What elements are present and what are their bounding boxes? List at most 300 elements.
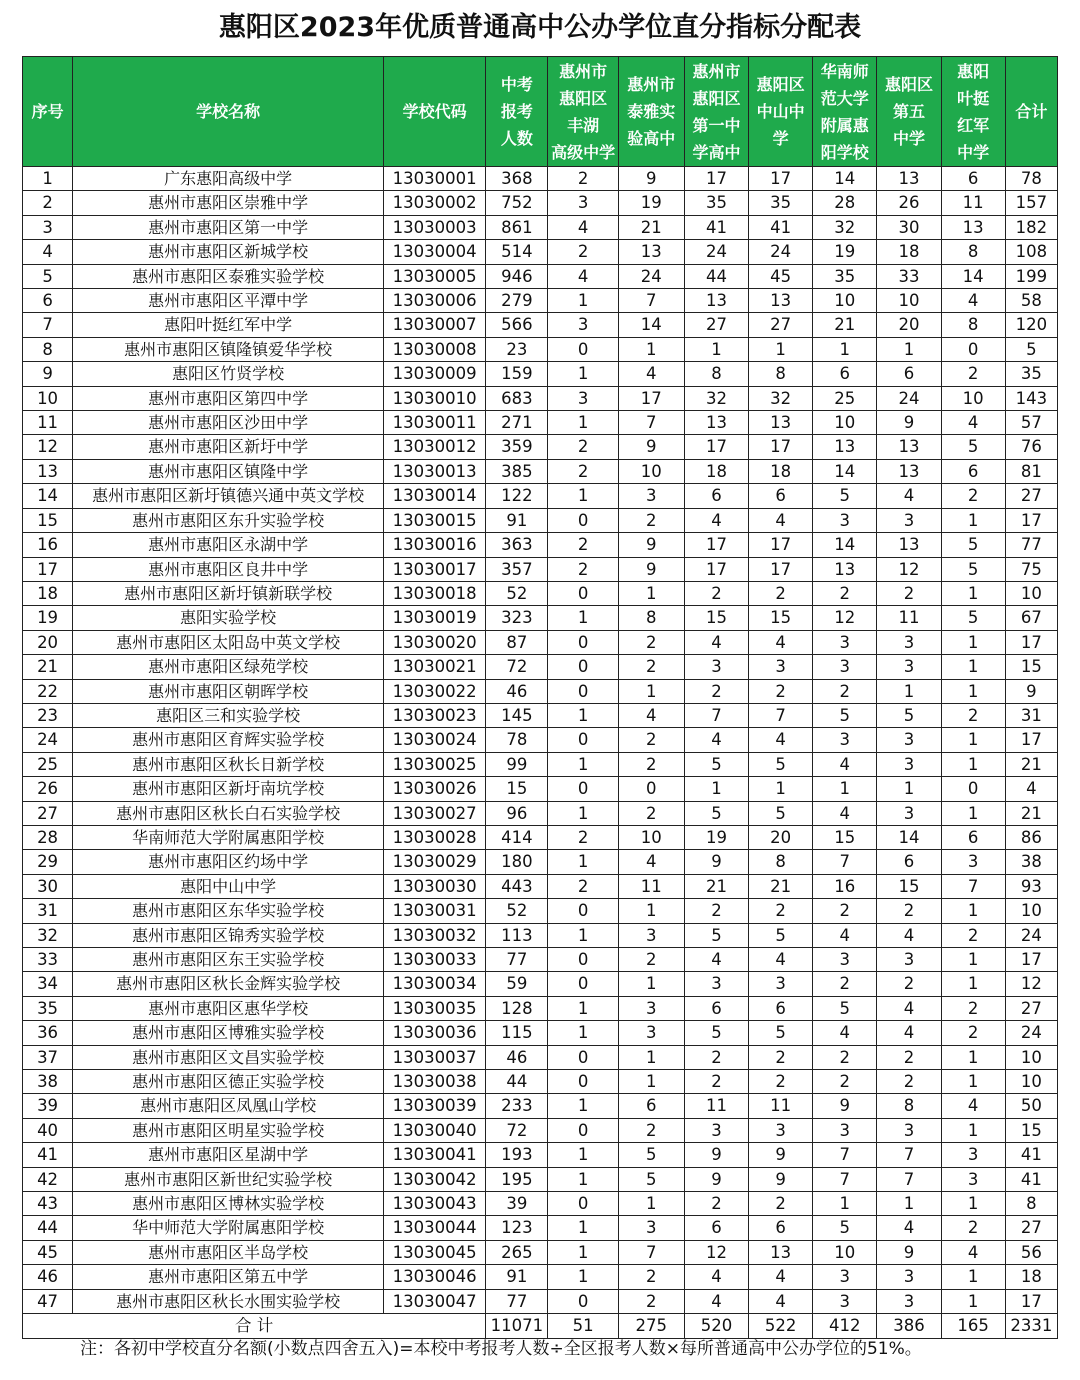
col-exam-count-cell: 752 [486, 191, 548, 215]
col-huiyang-no1-cell: 35 [684, 191, 748, 215]
col-exam-count-cell: 15 [486, 777, 548, 801]
col-huiyang-no1-cell: 18 [684, 459, 748, 483]
col-yeting-redarmy-cell: 1 [941, 1070, 1005, 1094]
col-huiyang-no1-total: 520 [684, 1314, 748, 1338]
col-total-cell: 76 [1005, 435, 1057, 459]
col-fenghu-high-cell: 1 [548, 1240, 618, 1264]
col-huiyang-no1-cell: 17 [684, 533, 748, 557]
col-no5-middle-cell: 13 [877, 533, 941, 557]
col-scnu-affiliated-cell: 4 [813, 1021, 877, 1045]
col-exam-count-cell: 279 [486, 289, 548, 313]
col-taiya-high-cell: 1 [618, 679, 684, 703]
col-fenghu-high-cell: 3 [548, 386, 618, 410]
col-school-name-cell: 惠州市惠阳区育辉实验学校 [73, 728, 384, 752]
col-school-code-header [384, 57, 486, 167]
col-fenghu-high-cell: 1 [548, 1094, 618, 1118]
col-zhongshan-header [749, 57, 813, 167]
col-fenghu-high-cell: 2 [548, 240, 618, 264]
col-school-code-cell: 13030031 [384, 899, 486, 923]
table-row [23, 264, 1058, 288]
col-fenghu-high-cell: 1 [548, 606, 618, 630]
col-school-code-cell: 13030029 [384, 850, 486, 874]
col-zhongshan-cell: 5 [749, 1021, 813, 1045]
col-scnu-affiliated-cell: 19 [813, 240, 877, 264]
col-yeting-redarmy-cell: 5 [941, 533, 1005, 557]
col-fenghu-high-cell: 2 [548, 557, 618, 581]
col-exam-count-cell: 443 [486, 874, 548, 898]
col-total-cell: 35 [1005, 362, 1057, 386]
col-index-header [23, 57, 73, 167]
col-index-cell: 12 [23, 435, 73, 459]
col-school-name-cell: 惠州市惠阳区沙田中学 [73, 411, 384, 435]
col-school-code-cell: 13030005 [384, 264, 486, 288]
col-school-name-cell: 惠州市惠阳区平潭中学 [73, 289, 384, 313]
col-scnu-affiliated-cell: 15 [813, 825, 877, 849]
col-yeting-redarmy-cell: 1 [941, 630, 1005, 654]
table-row [23, 777, 1058, 801]
total-row [23, 1314, 1058, 1338]
col-total-cell: 78 [1005, 167, 1057, 191]
col-zhongshan-cell: 17 [749, 435, 813, 459]
col-zhongshan-cell: 4 [749, 1265, 813, 1289]
col-no5-middle-cell: 2 [877, 1070, 941, 1094]
col-huiyang-no1-cell: 6 [684, 996, 748, 1020]
col-scnu-affiliated-cell: 9 [813, 1094, 877, 1118]
col-zhongshan-cell: 7 [749, 703, 813, 727]
col-yeting-redarmy-cell: 1 [941, 1265, 1005, 1289]
col-huiyang-no1-cell: 9 [684, 850, 748, 874]
col-school-name-cell: 广东惠阳高级中学 [73, 167, 384, 191]
col-total-cell: 21 [1005, 752, 1057, 776]
col-school-code-cell: 13030010 [384, 386, 486, 410]
table-row [23, 167, 1058, 191]
col-school-code-cell: 13030018 [384, 581, 486, 605]
col-zhongshan-cell: 32 [749, 386, 813, 410]
col-school-code-cell: 13030033 [384, 948, 486, 972]
col-school-name-cell: 惠阳叶挺红军中学 [73, 313, 384, 337]
col-school-name-cell: 惠州市惠阳区博林实验学校 [73, 1192, 384, 1216]
col-huiyang-no1-cell: 5 [684, 1021, 748, 1045]
col-fenghu-high-cell: 0 [548, 1118, 618, 1142]
table-row [23, 240, 1058, 264]
col-huiyang-no1-cell: 4 [684, 1289, 748, 1313]
col-school-name-cell: 惠州市惠阳区东王实验学校 [73, 948, 384, 972]
col-taiya-high-cell: 2 [618, 1265, 684, 1289]
col-fenghu-high-cell: 1 [548, 1021, 618, 1045]
col-fenghu-high-cell: 0 [548, 1289, 618, 1313]
col-taiya-high-cell: 1 [618, 1192, 684, 1216]
col-taiya-high-cell: 9 [618, 557, 684, 581]
col-zhongshan-cell: 4 [749, 508, 813, 532]
col-index-cell: 5 [23, 264, 73, 288]
col-index-cell: 1 [23, 167, 73, 191]
col-huiyang-no1-cell: 9 [684, 1143, 748, 1167]
col-index-cell: 31 [23, 899, 73, 923]
col-fenghu-high-cell: 1 [548, 801, 618, 825]
col-index-cell: 8 [23, 337, 73, 361]
col-total-cell: 4 [1005, 777, 1057, 801]
col-school-code-cell: 13030014 [384, 484, 486, 508]
col-school-code-cell: 13030003 [384, 215, 486, 239]
col-zhongshan-cell: 9 [749, 1143, 813, 1167]
col-zhongshan-cell: 2 [749, 581, 813, 605]
col-yeting-redarmy-cell: 13 [941, 215, 1005, 239]
col-yeting-redarmy-cell: 6 [941, 167, 1005, 191]
col-index-cell: 9 [23, 362, 73, 386]
col-fenghu-high-cell: 1 [548, 996, 618, 1020]
col-zhongshan-cell: 2 [749, 899, 813, 923]
col-taiya-high-cell: 2 [618, 801, 684, 825]
col-taiya-high-cell: 7 [618, 411, 684, 435]
col-no5-middle-cell: 2 [877, 972, 941, 996]
col-school-name-cell: 惠州市惠阳区绿苑学校 [73, 655, 384, 679]
header-text: 华南师 [820, 61, 869, 81]
col-taiya-high-cell: 3 [618, 1021, 684, 1045]
col-scnu-affiliated-cell: 3 [813, 1118, 877, 1142]
col-huiyang-no1-cell: 13 [684, 289, 748, 313]
col-total-cell: 41 [1005, 1143, 1057, 1167]
col-huiyang-no1-cell: 44 [684, 264, 748, 288]
table-row [23, 1289, 1058, 1313]
col-school-code-cell: 13030001 [384, 167, 486, 191]
col-index-cell: 32 [23, 923, 73, 947]
col-school-name-cell: 惠州市惠阳区第一中学 [73, 215, 384, 239]
header-text: 惠阳区 [692, 88, 741, 108]
col-zhongshan-cell: 4 [749, 1289, 813, 1313]
col-school-code-cell: 13030043 [384, 1192, 486, 1216]
table-row [23, 191, 1058, 215]
col-index-cell: 46 [23, 1265, 73, 1289]
header-text: 惠阳 [957, 61, 990, 81]
col-index-cell: 34 [23, 972, 73, 996]
col-school-name-cell: 惠州市惠阳区锦秀实验学校 [73, 923, 384, 947]
col-yeting-redarmy-header [941, 57, 1005, 167]
col-yeting-redarmy-cell: 1 [941, 1192, 1005, 1216]
col-exam-count-header [486, 57, 548, 167]
col-yeting-redarmy-cell: 1 [941, 1045, 1005, 1069]
col-yeting-redarmy-cell: 6 [941, 459, 1005, 483]
col-no5-middle-cell: 3 [877, 1265, 941, 1289]
col-total-cell: 120 [1005, 313, 1057, 337]
col-taiya-high-cell: 3 [618, 923, 684, 947]
table-row [23, 1094, 1058, 1118]
col-school-name-cell: 华南师范大学附属惠阳学校 [73, 825, 384, 849]
table-row [23, 411, 1058, 435]
col-index-cell: 22 [23, 679, 73, 703]
col-school-name-cell: 惠州市惠阳区第四中学 [73, 386, 384, 410]
col-no5-middle-cell: 8 [877, 1094, 941, 1118]
col-no5-middle-cell: 4 [877, 1216, 941, 1240]
col-fenghu-high-cell: 0 [548, 1045, 618, 1069]
col-taiya-high-cell: 2 [618, 655, 684, 679]
col-fenghu-high-cell: 1 [548, 923, 618, 947]
col-zhongshan-cell: 45 [749, 264, 813, 288]
col-huiyang-no1-cell: 4 [684, 508, 748, 532]
col-yeting-redarmy-cell: 5 [941, 435, 1005, 459]
col-zhongshan-cell: 3 [749, 1118, 813, 1142]
col-no5-middle-cell: 24 [877, 386, 941, 410]
col-scnu-affiliated-cell: 3 [813, 1289, 877, 1313]
col-exam-count-cell: 271 [486, 411, 548, 435]
col-zhongshan-cell: 6 [749, 1216, 813, 1240]
col-taiya-high-cell: 4 [618, 362, 684, 386]
col-index-cell: 39 [23, 1094, 73, 1118]
col-no5-middle-cell: 3 [877, 728, 941, 752]
col-zhongshan-cell: 6 [749, 484, 813, 508]
col-scnu-affiliated-cell: 2 [813, 679, 877, 703]
col-zhongshan-cell: 5 [749, 923, 813, 947]
col-total-cell: 27 [1005, 996, 1057, 1020]
col-zhongshan-cell: 3 [749, 972, 813, 996]
header-text: 学校名称 [196, 102, 261, 121]
col-index-cell: 35 [23, 996, 73, 1020]
col-exam-count-cell: 91 [486, 1265, 548, 1289]
table-row [23, 752, 1058, 776]
table-row [23, 313, 1058, 337]
col-fenghu-high-cell: 1 [548, 850, 618, 874]
col-scnu-affiliated-cell: 16 [813, 874, 877, 898]
col-scnu-affiliated-cell: 7 [813, 1143, 877, 1167]
table-row [23, 1143, 1058, 1167]
col-taiya-high-cell: 1 [618, 337, 684, 361]
col-exam-count-cell: 363 [486, 533, 548, 557]
col-fenghu-high-cell: 0 [548, 679, 618, 703]
col-no5-middle-cell: 1 [877, 1192, 941, 1216]
col-taiya-high-cell: 2 [618, 1118, 684, 1142]
header-text: 序号 [31, 102, 64, 121]
col-fenghu-high-cell: 1 [548, 752, 618, 776]
col-zhongshan-cell: 2 [749, 1070, 813, 1094]
col-exam-count-cell: 78 [486, 728, 548, 752]
col-no5-middle-cell: 20 [877, 313, 941, 337]
col-exam-count-cell: 368 [486, 167, 548, 191]
col-exam-count-cell: 99 [486, 752, 548, 776]
col-school-name-cell: 惠州市惠阳区朝晖学校 [73, 679, 384, 703]
col-index-cell: 14 [23, 484, 73, 508]
col-school-code-cell: 13030025 [384, 752, 486, 776]
col-index-cell: 38 [23, 1070, 73, 1094]
col-zhongshan-cell: 4 [749, 948, 813, 972]
table-row [23, 1045, 1058, 1069]
header-text: 中学 [957, 142, 990, 162]
col-total-cell: 24 [1005, 1021, 1057, 1045]
col-no5-middle-cell: 26 [877, 191, 941, 215]
table-row [23, 825, 1058, 849]
col-scnu-affiliated-cell: 1 [813, 337, 877, 361]
col-total-cell: 17 [1005, 630, 1057, 654]
col-scnu-affiliated-cell: 3 [813, 728, 877, 752]
col-zhongshan-cell: 24 [749, 240, 813, 264]
col-exam-count-cell: 359 [486, 435, 548, 459]
col-taiya-high-cell: 8 [618, 606, 684, 630]
col-total-cell: 56 [1005, 1240, 1057, 1264]
col-yeting-redarmy-cell: 3 [941, 850, 1005, 874]
col-taiya-high-cell: 1 [618, 1045, 684, 1069]
col-school-name-cell: 惠州市惠阳区东华实验学校 [73, 899, 384, 923]
col-fenghu-high-cell: 1 [548, 484, 618, 508]
col-fenghu-high-cell: 0 [548, 972, 618, 996]
col-school-code-cell: 13030027 [384, 801, 486, 825]
col-total-cell: 17 [1005, 728, 1057, 752]
header-text: 丰湖 [567, 115, 600, 135]
col-total-cell: 50 [1005, 1094, 1057, 1118]
col-yeting-redarmy-cell: 4 [941, 1240, 1005, 1264]
col-no5-middle-cell: 6 [877, 850, 941, 874]
col-index-cell: 27 [23, 801, 73, 825]
col-exam-count-cell: 39 [486, 1192, 548, 1216]
col-fenghu-high-cell: 0 [548, 655, 618, 679]
col-taiya-high-cell: 4 [618, 703, 684, 727]
col-index-cell: 21 [23, 655, 73, 679]
col-yeting-redarmy-cell: 0 [941, 337, 1005, 361]
col-total-cell: 57 [1005, 411, 1057, 435]
col-index-cell: 28 [23, 825, 73, 849]
col-index-cell: 4 [23, 240, 73, 264]
col-fenghu-high-cell: 0 [548, 508, 618, 532]
col-exam-count-cell: 946 [486, 264, 548, 288]
header-text: 第五 [892, 102, 925, 121]
col-yeting-redarmy-cell: 1 [941, 508, 1005, 532]
col-taiya-high-total: 275 [618, 1314, 684, 1338]
table-row [23, 948, 1058, 972]
col-huiyang-no1-cell: 41 [684, 215, 748, 239]
col-zhongshan-cell: 17 [749, 533, 813, 557]
col-huiyang-no1-cell: 4 [684, 630, 748, 654]
col-school-code-cell: 13030045 [384, 1240, 486, 1264]
table-row [23, 362, 1058, 386]
col-total-header [1005, 57, 1057, 167]
col-school-code-cell: 13030036 [384, 1021, 486, 1045]
col-school-code-cell: 13030023 [384, 703, 486, 727]
col-exam-count-cell: 72 [486, 1118, 548, 1142]
col-taiya-high-cell: 17 [618, 386, 684, 410]
col-exam-count-cell: 566 [486, 313, 548, 337]
col-taiya-high-cell: 2 [618, 1289, 684, 1313]
col-school-name-cell: 惠州市惠阳区博雅实验学校 [73, 1021, 384, 1045]
col-scnu-affiliated-cell: 2 [813, 972, 877, 996]
header-text: 第一中 [692, 115, 741, 135]
header-text: 惠州市 [692, 61, 741, 81]
table-row [23, 850, 1058, 874]
col-no5-middle-cell: 14 [877, 825, 941, 849]
col-school-code-cell: 13030013 [384, 459, 486, 483]
col-no5-middle-cell: 3 [877, 508, 941, 532]
col-no5-middle-cell: 12 [877, 557, 941, 581]
col-huiyang-no1-cell: 2 [684, 581, 748, 605]
col-index-cell: 26 [23, 777, 73, 801]
header-text: 范大学 [820, 88, 869, 108]
col-zhongshan-cell: 2 [749, 1192, 813, 1216]
col-exam-count-cell: 385 [486, 459, 548, 483]
col-taiya-high-cell: 24 [618, 264, 684, 288]
col-zhongshan-cell: 13 [749, 411, 813, 435]
col-school-name-cell: 惠阳中山中学 [73, 874, 384, 898]
col-yeting-redarmy-cell: 3 [941, 1167, 1005, 1191]
col-yeting-redarmy-cell: 4 [941, 1094, 1005, 1118]
col-huiyang-no1-cell: 3 [684, 1118, 748, 1142]
col-school-code-cell: 13030026 [384, 777, 486, 801]
col-scnu-affiliated-cell: 3 [813, 655, 877, 679]
col-zhongshan-cell: 11 [749, 1094, 813, 1118]
col-total-cell: 8 [1005, 1192, 1057, 1216]
col-scnu-affiliated-cell: 1 [813, 1192, 877, 1216]
col-school-name-cell: 惠州市惠阳区新圩镇新联学校 [73, 581, 384, 605]
col-zhongshan-cell: 17 [749, 557, 813, 581]
col-no5-middle-cell: 3 [877, 655, 941, 679]
col-huiyang-no1-cell: 2 [684, 679, 748, 703]
col-school-code-cell: 13030042 [384, 1167, 486, 1191]
col-fenghu-high-cell: 1 [548, 703, 618, 727]
table-row [23, 337, 1058, 361]
col-total-cell: 143 [1005, 386, 1057, 410]
table-row [23, 728, 1058, 752]
col-zhongshan-cell: 4 [749, 728, 813, 752]
col-school-name-cell: 惠州市惠阳区明星实验学校 [73, 1118, 384, 1142]
col-index-cell: 42 [23, 1167, 73, 1191]
col-school-name-cell: 惠州市惠阳区新圩南坑学校 [73, 777, 384, 801]
col-exam-count-cell: 87 [486, 630, 548, 654]
col-huiyang-no1-cell: 2 [684, 899, 748, 923]
col-taiya-high-header [618, 57, 684, 167]
col-exam-count-cell: 46 [486, 679, 548, 703]
col-scnu-affiliated-cell: 25 [813, 386, 877, 410]
col-school-name-cell: 惠阳区竹贤学校 [73, 362, 384, 386]
col-total-cell: 10 [1005, 581, 1057, 605]
col-school-code-cell: 13030022 [384, 679, 486, 703]
col-yeting-redarmy-cell: 2 [941, 923, 1005, 947]
col-huiyang-no1-cell: 19 [684, 825, 748, 849]
col-taiya-high-cell: 5 [618, 1167, 684, 1191]
col-exam-count-cell: 180 [486, 850, 548, 874]
col-fenghu-high-cell: 0 [548, 1070, 618, 1094]
col-huiyang-no1-cell: 4 [684, 1265, 748, 1289]
col-fenghu-high-cell: 1 [548, 289, 618, 313]
col-huiyang-no1-cell: 17 [684, 557, 748, 581]
col-scnu-affiliated-cell: 14 [813, 533, 877, 557]
col-zhongshan-cell: 35 [749, 191, 813, 215]
table-row [23, 1070, 1058, 1094]
col-no5-middle-cell: 2 [877, 1045, 941, 1069]
col-huiyang-no1-cell: 1 [684, 777, 748, 801]
col-taiya-high-cell: 9 [618, 533, 684, 557]
header-text: 人数 [500, 129, 533, 148]
col-school-name-cell: 惠州市惠阳区崇雅中学 [73, 191, 384, 215]
header-text: 中山中 [756, 102, 805, 121]
col-yeting-redarmy-cell: 1 [941, 679, 1005, 703]
col-scnu-affiliated-cell: 4 [813, 801, 877, 825]
col-fenghu-high-cell: 1 [548, 362, 618, 386]
col-yeting-redarmy-total: 165 [941, 1314, 1005, 1338]
col-index-cell: 25 [23, 752, 73, 776]
col-taiya-high-cell: 9 [618, 435, 684, 459]
col-school-code-cell: 13030019 [384, 606, 486, 630]
col-school-code-cell: 13030015 [384, 508, 486, 532]
col-huiyang-no1-cell: 3 [684, 972, 748, 996]
col-yeting-redarmy-cell: 1 [941, 1118, 1005, 1142]
col-zhongshan-cell: 21 [749, 874, 813, 898]
col-huiyang-no1-cell: 1 [684, 337, 748, 361]
col-fenghu-high-cell: 0 [548, 630, 618, 654]
header-text: 中考 [500, 75, 533, 94]
header-text: 惠阳区 [756, 75, 805, 94]
col-school-code-cell: 13030035 [384, 996, 486, 1020]
table-row [23, 215, 1058, 239]
col-exam-count-cell: 159 [486, 362, 548, 386]
col-total-cell: 58 [1005, 289, 1057, 313]
col-no5-middle-cell: 3 [877, 752, 941, 776]
col-total-cell: 12 [1005, 972, 1057, 996]
col-no5-middle-cell: 13 [877, 435, 941, 459]
